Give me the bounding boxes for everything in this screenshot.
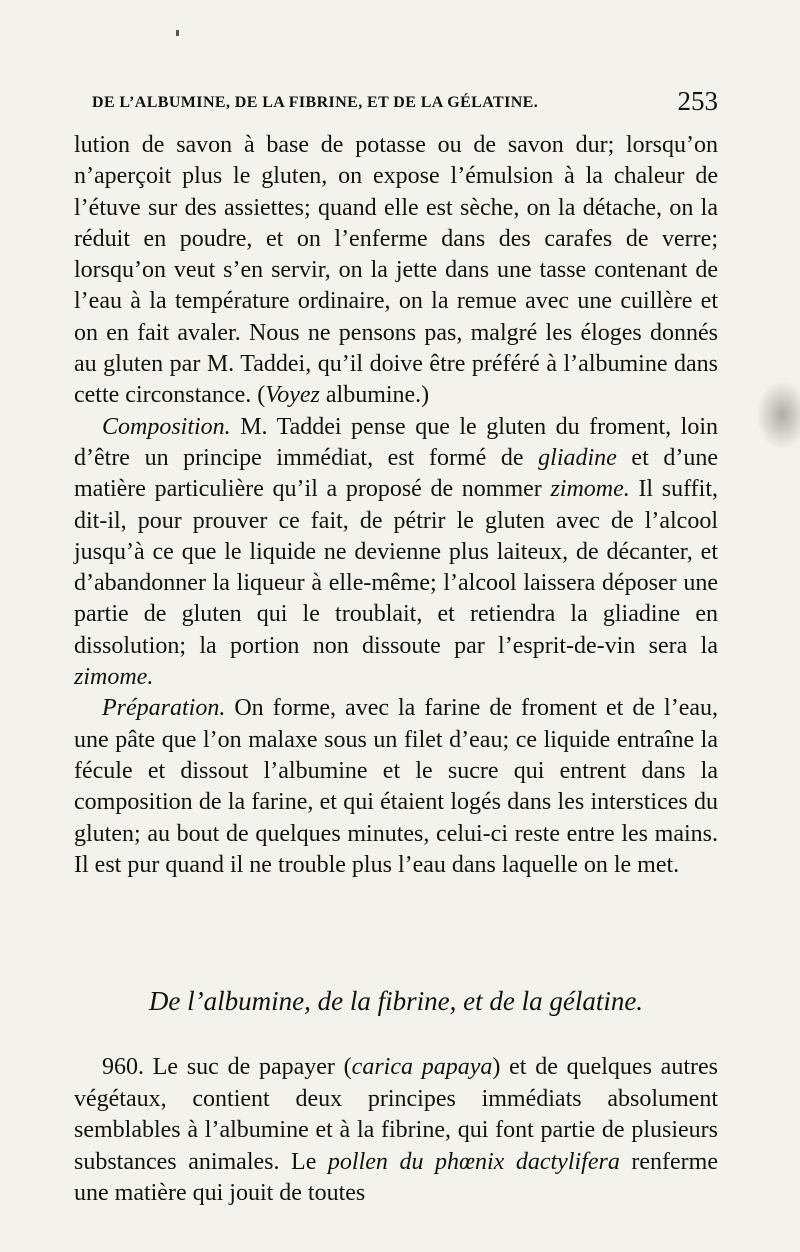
composition-text-c: Il suffit, dit-il, pour prouver ce fait, de pétrir le gluten avec de l’alcool jusqu’à ce que le liquide ne devienne plus laiteux, de décanter, et d’abandonner la liqueur à elle-même; l’alcool laissera déposer une partie de gluten qui le troublait, et retiendra la gliadine en dissolution; la portion non dissoute par l’esprit-de-vin sera la [74,476,718,659]
italic-gliadine: gliadine [538,444,617,471]
italic-zimome: zimome. [550,476,630,503]
main-text [74,130,718,881]
paragraph-continuation [74,130,718,412]
section-text-b: ) et de quelques autres végétaux, contient deux principes immédiats absolument semblables à l’albumine et à la fibrine, qui font partie de plusieurs substances animales. Le [74,1054,718,1175]
composition-text-a: M. Taddei pense que le gluten du froment, loin d’être un principe immédiat, est formé de [74,413,718,471]
paragraph-960 [74,1052,718,1210]
italic-pollen: pollen du phœnix dactylifera [327,1148,620,1175]
italic-carica: carica papaya [351,1054,493,1080]
paragraph-text-end: albumine.) [319,382,430,409]
paragraph-preparation [74,693,718,881]
section-text [74,1052,718,1210]
italic-voyez: Voyez [265,382,320,409]
section-text-c: renferme une matière qui jouit de toutes [74,1148,718,1206]
composition-label: Composition. [102,413,231,440]
print-mark [176,30,179,36]
page-number: 253 [677,86,718,116]
composition-text-b: et d’une matière particulière qu’il a proposé de nommer [74,444,719,503]
page-header [92,86,718,122]
section-title: De l’albumine, de la fibrine, et de la gélatine. [148,986,644,1016]
paragraph-number: 960. [102,1054,144,1080]
paragraph-composition [74,412,718,694]
page-smudge [756,380,800,450]
paragraph-text: lution de savon à base de potasse ou de savon dur; lorsqu’on n’aperçoit plus le gluten, on expose l’émulsion à la chaleur de l’étuve sur des assiettes; quand elle est sèche, on la détache, on la réduit en poudre, et on l’enferme dans des carafes de verre; lorsqu’on veut s’en servir, on la jette dans une tasse contenant de l’eau à la température ordinaire, on la remue avec une cuillère et on en fait avaler. Nous ne pensons pas, malgré les éloges donnés au gluten par M. Taddei, qu’il doive être préféré à l’albumine dans cette circonstance. ( [74,132,718,409]
preparation-text: On forme, avec la farine de froment et de l’eau, une pâte que l’on malaxe sous un filet d’eau; ce liquide entraîne la fécule et dissout l’albumine et le sucre qui entrent dans la composition de la farine, et qui étaient logés dans les interstices du gluten; au bout de quelques minutes, celui-ci reste entre les mains. Il est pur quand il ne trouble plus l’eau dans laquelle on le met. [74,695,718,878]
section-text-a: Le suc de papayer ( [144,1054,352,1080]
italic-zimome-end: zimome. [74,664,154,691]
preparation-label: Préparation. [102,695,226,722]
running-head: DE L’ALBUMINE, DE LA FIBRINE, ET DE LA GÉLATINE. [92,94,539,111]
